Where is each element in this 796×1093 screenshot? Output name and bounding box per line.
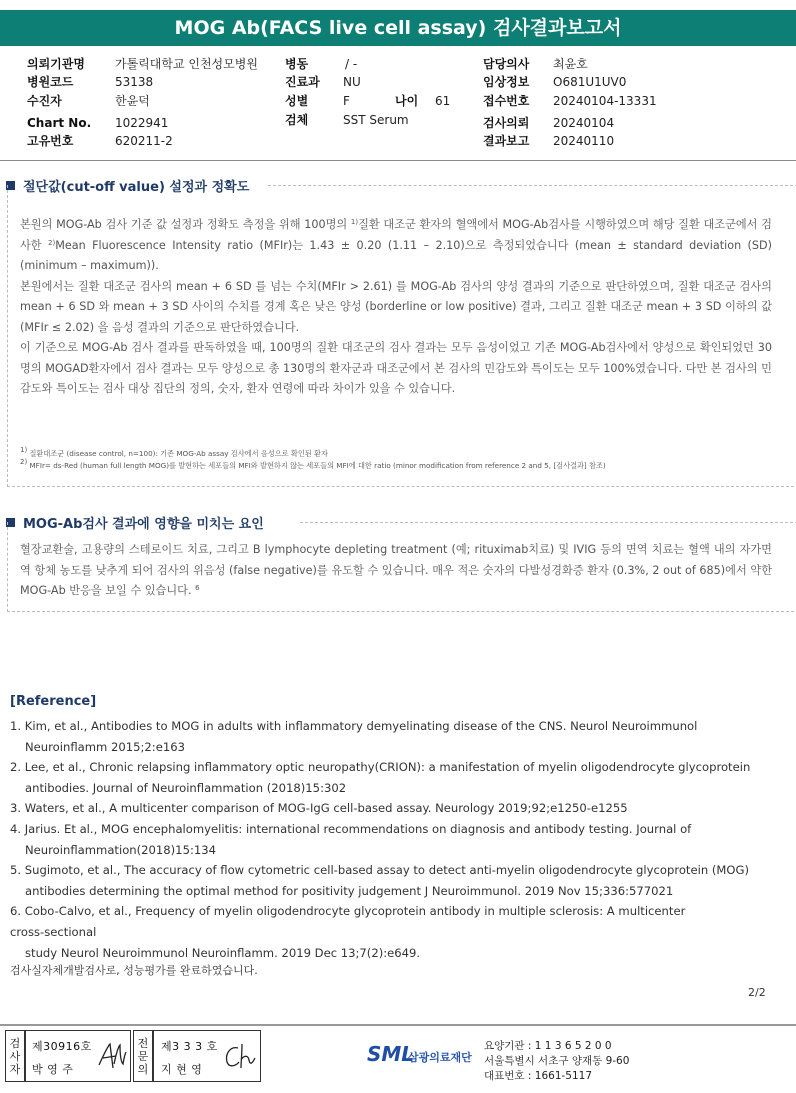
receipt-no-value: 20240104-13331 [553, 94, 657, 108]
specimen-label: 검체 [285, 113, 309, 127]
reference-item-cont: Neuroinflamm 2015;2:e163 [25, 739, 185, 754]
clinical-info-label: 임상정보 [483, 75, 530, 89]
specimen-value: SST Serum [343, 113, 409, 127]
specialist-name: 지 현 영 [161, 1063, 203, 1076]
cutoff-paragraph-3: 이 기준으로 MOG-Ab 검사 결과를 판독하였을 때, 100명의 질환 대조군의 검사 결과는 모두 음성이었고 기존 MOG-Ab검사에서 양성으로 확인되었던 30명의 MOGAD환자에서 검사 결과는 모두 양성으로 총 130명의 환자군과 대조군에서 본 검사의 민감도와 특이도는 모두 100%였습니다. 다만 본 검사의 민감도와 특이도는 검사 대상 집단의 정의, 숫자, 환자 연령에 따라 차이가 있을 수 있습니다. [20, 341, 772, 395]
section-cutoff-title: 절단값(cut-off value) 설정과 정확도 [6, 176, 249, 195]
ward-value: / - [345, 57, 358, 71]
hospital-code-value: 53138 [115, 75, 154, 89]
reference-title: [Reference] [10, 694, 97, 709]
tester-name: 박 영 주 [32, 1063, 74, 1076]
patient-label: 수진자 [27, 94, 62, 108]
reference-item-cont: study Neurol Neuroimmunol Neuroinflamm. 2019 Dec 13;7(2):e649. [25, 945, 421, 960]
receipt-no-label: 접수번호 [483, 94, 530, 108]
factors-paragraph: 혈장교환술, 고용량의 스테로이드 치료, 그리고 B lymphocyte depleting treatment (예; rituximab치료) 및 IVIG 등의 면역 치료는 혈액 내의 자가면역 항체 농도를 낮추게 되어 검사의 위음성 (false negative)를 유도할 수 있습니다. 매우 적은 숫자의 다발성경화증 환자 (0.3%, 2 out of 685)에서 약한 MOG-Ab 반응을 보일 수 있습니다. $^6$ [20, 543, 772, 597]
report-date-label: 결과보고 [483, 134, 530, 148]
department-value: NU [343, 75, 361, 89]
reference-list [10, 716, 780, 963]
clinical-info-value: O681U1UV0 [553, 75, 627, 89]
sml-logo: SML [367, 1042, 415, 1066]
organization-phone: 대표번호 : 1661-5117 [484, 1070, 593, 1082]
footnote-2: $^{2)}$ MFIr= ds-Red (human full length MOG)를 발현하는 세포들의 MFI와 발현하지 않는 세포들의 MFI에 대한 ratio (minor modification from reference 2 and 5, [검사결과] 참조) [20, 458, 606, 470]
reference-item-cont: antibodies. Journal of Neuroinflammation (2018)15:302 [25, 780, 347, 795]
footer-divider [0, 1024, 796, 1026]
footnote-1: $^{1)}$ 질환대조군 (disease control, n=100): 기존 MOG-Ab assay 검사에서 음성으로 확인된 환자 [20, 446, 328, 458]
organization-name: 삼광의료재단 [408, 1051, 472, 1064]
cutoff-paragraph-1: 본원의 MOG-Ab 검사 기준 값 설정과 정확도 측정을 위해 100명의 $^{1)}$질환 대조군 환자의 혈액에서 MOG-Ab검사를 시행하였으며 해당 질환 대조군에서 검사한 $^{2)}$Mean Fluorescence Intensity ratio (MFIr)는 1.43 ± 0.20 (1.11 – 2.10)으로 측정되었습니다 (mean ± standard deviation (SD) (minimum – maximum)). [20, 218, 773, 272]
cutoff-paragraph-2: 본원에서는 질환 대조군 검사의 mean + 6 SD 를 넘는 수치(MFIr > 2.61) 를 MOG-Ab 검사의 양성 결과의 기준으로 판단하였으며, 질환 대조군 검사의 mean + 6 SD 와 mean + 3 SD 사이의 수치를 경계 혹은 낮은 양성 (borderline or low positive) 결과, 그리고 질환 대조군 mean + 3 SD 이하의 값 (MFIr ≤ 2.02) 을 음성 결과의 기준으로 판단하였습니다. [20, 279, 772, 334]
unique-no-value: 620211-2 [115, 134, 173, 148]
section-factors-text [20, 540, 772, 602]
hospital-value: 가톨릭대학교 인천성모병원 [115, 57, 258, 71]
tester-license-no: 제30916호 [32, 1040, 92, 1053]
request-date-value: 20240104 [553, 116, 615, 130]
reference-item-cont: cross-sectional [10, 924, 97, 939]
ward-label: 병동 [285, 57, 309, 71]
reference-item: 6. Cobo-Calvo, et al., Frequency of myelin oligodendrocyte glycoprotein antibody in multiple sclerosis: A multicenter [10, 904, 686, 919]
section-cutoff-text [20, 215, 772, 400]
organization-address: 서울특별시 서초구 양재동 9-60 [484, 1055, 630, 1067]
chart-no-label: Chart No. [27, 116, 92, 130]
reference-item: 4. Jarius. Et al., MOG encephalomyelitis: international recommendations on diagnosis and antibody testing. Journal of [10, 821, 692, 836]
reference-item: 2. Lee, et al., Chronic relapsing inflammatory optic neuropathy(CRION): a manifestation of myelin oligodendrocyte glycoprotein [10, 760, 751, 775]
section-factors-title: MOG-Ab검사 결과에 영향을 미치는 요인 [6, 513, 264, 532]
reference-item: 5. Sugimoto, et al., The accuracy of flow cytometric cell-based assay to detect anti-myelin oligodendrocyte glycoprotein (MOG) [10, 863, 750, 878]
specialist-label: 전문의 [133, 1030, 153, 1082]
department-label: 진료과 [285, 75, 320, 89]
doctor-label: 담당의사 [483, 57, 530, 71]
doctor-value: 최윤호 [553, 57, 588, 71]
tester-signature-image [96, 1040, 128, 1072]
reference-item: 1. Kim, et al., Antibodies to MOG in adults with inflammatory demyelinating disease of the CNS. Neurol Neuroimmunol [10, 719, 698, 733]
reference-item-cont: Neuroinflammation(2018)15:134 [25, 842, 216, 857]
specialist-license-no: 제3 3 3 호 [161, 1040, 218, 1053]
page-number: 2/2 [748, 986, 766, 999]
report-title: MOG Ab(FACS live cell assay) 검사결과보고서 [0, 10, 796, 46]
report-date-value: 20240110 [553, 134, 615, 148]
age-value: 61 [435, 94, 451, 108]
chart-no-value: 1022941 [115, 116, 169, 130]
request-date-label: 검사의뢰 [483, 116, 530, 130]
patient-value: 한윤덕 [115, 94, 150, 108]
hospital-code-label: 병원코드 [27, 75, 74, 89]
sex-value: F [343, 94, 350, 108]
reference-item-cont: antibodies determining the optimal method for positivity judgement J Neuroimmunol. 2019 Nov 15;336:577021 [25, 883, 674, 898]
header-divider [0, 160, 796, 161]
hospital-label: 의뢰기관명 [27, 57, 85, 71]
reference-item: 3. Waters, et al., A multicenter comparison of MOG-IgG cell-based assay. Neurology 2019;92;e1250-e1255 [10, 801, 628, 816]
unique-no-label: 고유번호 [27, 134, 74, 148]
sex-label: 성별 [285, 94, 309, 108]
institution-code: 요양기관 : 1 1 3 6 5 2 0 0 [484, 1040, 612, 1052]
age-label: 나이 [395, 94, 419, 108]
validation-note: 검사실자체개발검사로, 성능평가를 완료하였습니다. [10, 964, 258, 977]
specialist-signature-image [222, 1040, 258, 1072]
tester-label: 검사자 [5, 1030, 25, 1082]
